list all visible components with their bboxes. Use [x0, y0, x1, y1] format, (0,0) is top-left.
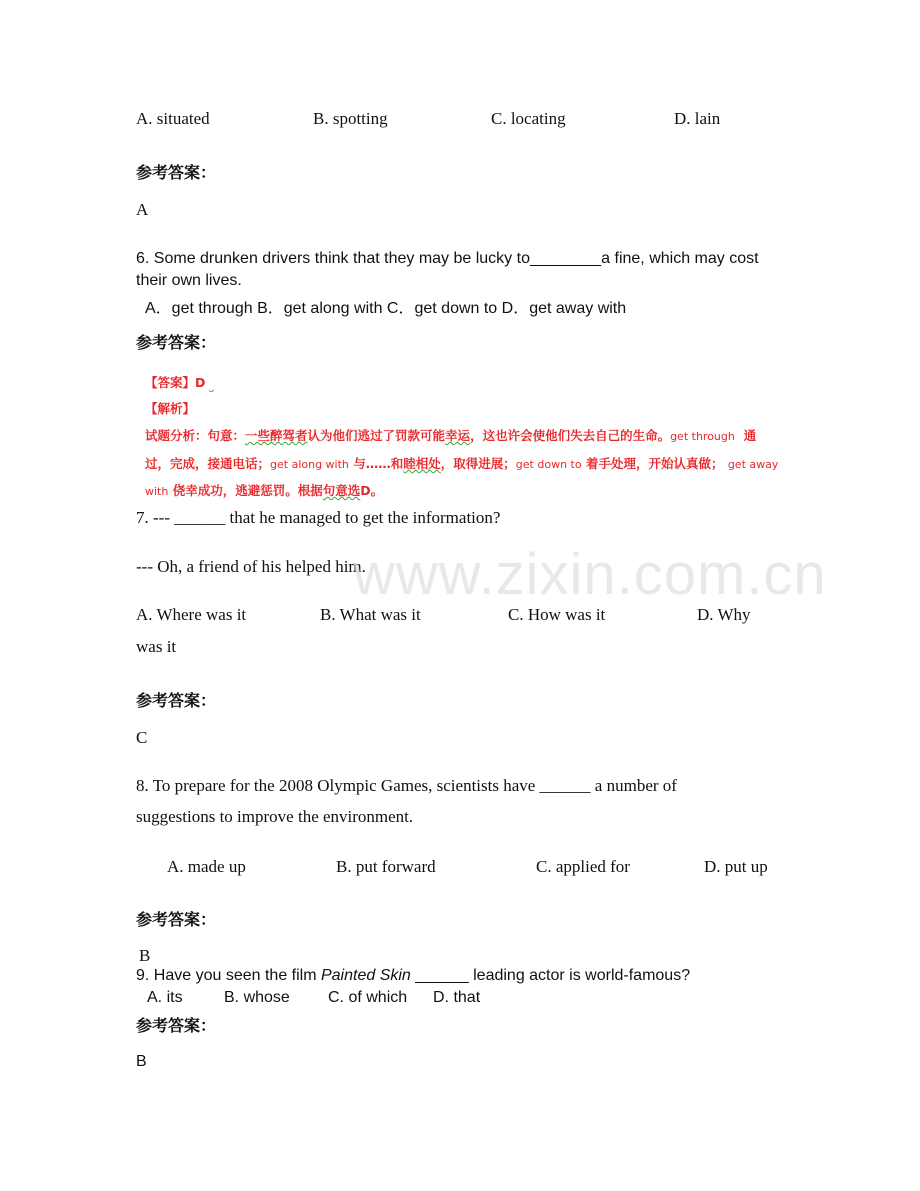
q9-option-b: B. whose [224, 989, 290, 1006]
q6-analysis-line2 [145, 454, 778, 472]
q5-option-a: A. situated [136, 109, 210, 128]
q6-analysis-l2b: 与……和 [353, 456, 404, 471]
q9-answer-label: 参考答案： [136, 1016, 217, 1035]
q6-analysis-l1e: ，这也许会使他们失去自己的生命。 [470, 428, 671, 443]
q9-answer: B [136, 1053, 147, 1070]
q6-analysis-tag: 【解析】 [145, 401, 196, 416]
q7-answer: C [136, 728, 148, 747]
q7-option-d: D. Why [697, 605, 751, 624]
q7-option-d-wrap: was it [136, 637, 177, 656]
q7-option-a: A. Where was it [136, 605, 247, 624]
q8-question-line1: 8. To prepare for the 2008 Olympic Games, scientists have ______ a number of [136, 776, 677, 795]
q6-question-line2: their own lives. [136, 272, 242, 289]
q6-analysis-line1 [145, 426, 756, 444]
q9-option-c: C. of which [328, 989, 408, 1006]
q9-question-post: ______ leading actor is world-famous? [410, 967, 691, 984]
q6-analysis-l2-en1: get along with [270, 458, 349, 471]
q6-analysis-l3c: D。 [360, 483, 384, 498]
q9-question [136, 967, 690, 985]
q7-option-b: B. What was it [320, 605, 421, 624]
q6-question-line1: 6. Some drunken drivers think that they may be lucky to________a fine, which may cost [136, 250, 759, 267]
q6-analysis-l3-en: with [145, 485, 169, 498]
q6-analysis-l2a: 过，完成，接通电话； [145, 456, 271, 471]
q9-question-pre: 9. Have you seen the film [136, 967, 321, 984]
q7-answer-label: 参考答案： [136, 691, 217, 710]
q6-analysis-l2-en2: get down to [515, 458, 582, 471]
q8-answer: B [139, 946, 151, 965]
q6-analysis-l2c: 睦相处 [403, 456, 441, 471]
q6-analysis-l2d: ，取得进展； [440, 456, 516, 471]
q8-option-d: D. put up [704, 857, 768, 876]
q8-question-line2: suggestions to improve the environment. [136, 807, 414, 826]
q6-analysis-l1-en: get through [670, 430, 735, 443]
q9-option-a: A. its [147, 989, 183, 1006]
q9-option-d: D. that [433, 989, 481, 1006]
q5-option-c: C. locating [491, 109, 566, 128]
q6-answer-label: 参考答案： [136, 333, 217, 352]
q6-options: A．get through B．get along with C．get down to D．get away with [145, 300, 627, 317]
q9-film-title: Painted Skin [320, 967, 411, 984]
q6-analysis-l3a: 侥幸成功，逃避惩罚。根据 [172, 483, 323, 498]
q6-analysis-l1a: 试题分析：句意： [145, 428, 246, 443]
q8-option-a: A. made up [167, 857, 246, 876]
watermark: www.zixin.com.cn [353, 542, 827, 607]
q6-analysis-l3b: 句意选 [322, 483, 361, 498]
q6-answer-tag [145, 373, 223, 391]
q5-option-b: B. spotting [313, 109, 388, 128]
q5-answer-label: 参考答案： [136, 163, 217, 182]
q6-analysis-l2-en3: get away [727, 458, 779, 471]
q7-question: 7. --- ______ that he managed to get the information? [136, 508, 501, 527]
q5-answer: A [136, 200, 149, 219]
q7-reply: --- Oh, a friend of his helped him. [136, 557, 366, 576]
q8-answer-label: 参考答案： [136, 910, 217, 929]
q6-answer-tag-text: 【答案】D [145, 375, 206, 390]
q6-analysis-line3 [145, 481, 383, 499]
q8-option-c: C. applied for [536, 857, 630, 876]
q6-analysis-l1d: 幸运 [445, 428, 471, 443]
q5-option-d: D. lain [674, 109, 721, 128]
q7-option-c: C. How was it [508, 605, 606, 624]
q8-option-b: B. put forward [336, 857, 436, 876]
q6-analysis-l2e: 着手处理，开始认真做； [585, 456, 724, 471]
q6-analysis-l1b: 一些醉驾者 [245, 428, 308, 443]
q6-analysis-l1f: 通 [743, 428, 757, 443]
q6-analysis-l1c: 认为他们逃过了罚款可能 [307, 428, 446, 443]
